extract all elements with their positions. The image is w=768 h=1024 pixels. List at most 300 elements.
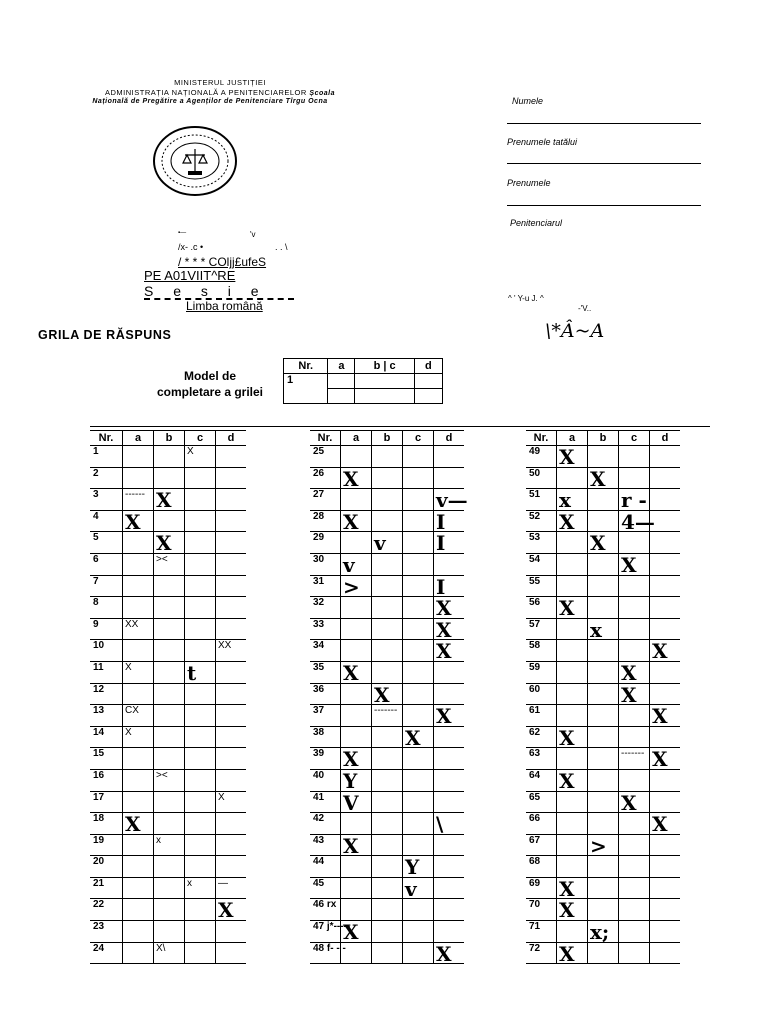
answer-cell-d[interactable] xyxy=(434,532,465,554)
answer-cell-c[interactable] xyxy=(403,942,434,964)
answer-cell-b[interactable] xyxy=(154,921,185,943)
answer-cell-d[interactable] xyxy=(434,726,465,748)
answer-cell-c[interactable] xyxy=(403,532,434,554)
answer-cell-d[interactable] xyxy=(650,683,681,705)
answer-cell-c[interactable] xyxy=(619,575,650,597)
answer-cell-d[interactable] xyxy=(434,597,465,619)
answer-cell-d[interactable] xyxy=(434,488,468,513)
answer-cell-a[interactable] xyxy=(557,467,588,489)
answer-cell-c[interactable] xyxy=(185,575,216,597)
answer-cell-d[interactable] xyxy=(434,510,465,532)
answer-cell-a[interactable] xyxy=(123,597,154,619)
answer-cell-b[interactable] xyxy=(154,553,185,575)
answer-cell-a[interactable] xyxy=(123,553,154,575)
answer-cell-c[interactable] xyxy=(185,683,216,705)
answer-cell-b[interactable] xyxy=(588,683,619,705)
answer-cell-b[interactable] xyxy=(154,748,185,770)
answer-cell-d[interactable] xyxy=(434,705,465,727)
answer-cell-a[interactable] xyxy=(557,597,588,619)
answer-cell-c[interactable] xyxy=(403,877,434,899)
answer-cell-a[interactable] xyxy=(123,921,154,943)
answer-cell-d[interactable] xyxy=(216,942,247,964)
answer-cell-d[interactable] xyxy=(216,921,247,943)
answer-cell-c[interactable] xyxy=(619,640,650,662)
answer-cell-c[interactable] xyxy=(619,856,650,878)
answer-cell-b[interactable] xyxy=(154,899,185,921)
answer-cell-c[interactable] xyxy=(403,726,434,748)
answer-cell-b[interactable] xyxy=(588,856,619,878)
answer-cell-c[interactable] xyxy=(403,834,434,856)
answer-cell-d[interactable] xyxy=(434,575,465,597)
answer-cell-a[interactable] xyxy=(557,834,588,856)
answer-cell-d[interactable] xyxy=(216,899,247,921)
answer-cell-b[interactable] xyxy=(372,726,403,748)
answer-cell-b[interactable] xyxy=(588,748,619,770)
answer-cell-b[interactable] xyxy=(372,877,403,899)
answer-cell-d[interactable] xyxy=(650,640,681,662)
answer-cell-a[interactable] xyxy=(123,877,154,899)
answer-cell-c[interactable] xyxy=(403,899,434,921)
answer-cell-d[interactable] xyxy=(650,942,681,964)
answer-cell-c[interactable] xyxy=(619,553,650,575)
answer-cell-a[interactable] xyxy=(123,510,154,532)
answer-cell-d[interactable] xyxy=(650,489,681,511)
answer-cell-b[interactable] xyxy=(588,726,619,748)
answer-cell-a[interactable] xyxy=(557,683,588,705)
answer-cell-c[interactable] xyxy=(619,921,650,943)
answer-cell-d[interactable] xyxy=(216,748,247,770)
answer-cell-a[interactable] xyxy=(123,489,154,511)
answer-cell-b[interactable] xyxy=(372,661,403,683)
answer-cell-d[interactable] xyxy=(434,942,465,964)
answer-cell-a[interactable] xyxy=(341,640,372,662)
answer-cell-b[interactable] xyxy=(154,597,185,619)
answer-cell-d[interactable] xyxy=(434,834,465,856)
answer-cell-a[interactable] xyxy=(123,834,154,856)
answer-cell-b[interactable] xyxy=(588,575,619,597)
answer-cell-d[interactable] xyxy=(650,834,681,856)
answer-cell-a[interactable] xyxy=(341,899,372,921)
answer-cell-b[interactable] xyxy=(372,834,403,856)
answer-cell-a[interactable] xyxy=(123,748,154,770)
answer-cell-c[interactable] xyxy=(403,856,434,878)
answer-cell-b[interactable] xyxy=(154,489,185,511)
answer-cell-c[interactable] xyxy=(619,489,650,511)
answer-cell-d[interactable] xyxy=(434,553,465,575)
answer-cell-b[interactable] xyxy=(154,510,185,532)
answer-cell-b[interactable] xyxy=(372,813,403,835)
answer-cell-a[interactable] xyxy=(557,748,588,770)
answer-cell-c[interactable] xyxy=(403,748,434,770)
answer-cell-b[interactable] xyxy=(588,618,619,640)
answer-cell-b[interactable] xyxy=(588,791,619,813)
answer-cell-a[interactable] xyxy=(341,877,372,899)
answer-cell-a[interactable] xyxy=(557,942,588,964)
answer-cell-a[interactable] xyxy=(341,834,372,856)
answer-cell-b[interactable] xyxy=(372,510,403,532)
answer-cell-d[interactable] xyxy=(216,489,247,511)
answer-cell-c[interactable] xyxy=(403,640,434,662)
answer-cell-c[interactable] xyxy=(185,446,216,468)
answer-cell-b[interactable] xyxy=(154,769,185,791)
answer-cell-c[interactable] xyxy=(185,748,216,770)
answer-cell-c[interactable] xyxy=(185,942,216,964)
answer-cell-c[interactable] xyxy=(619,899,650,921)
answer-cell-d[interactable] xyxy=(216,510,247,532)
answer-cell-a[interactable] xyxy=(123,705,154,727)
answer-cell-d[interactable] xyxy=(434,769,465,791)
answer-cell-d[interactable] xyxy=(650,705,681,727)
answer-cell-c[interactable] xyxy=(403,661,434,683)
answer-cell-c[interactable] xyxy=(619,726,650,748)
answer-cell-b[interactable] xyxy=(154,640,185,662)
answer-cell-b[interactable] xyxy=(154,467,185,489)
answer-cell-c[interactable] xyxy=(185,705,216,727)
answer-cell-d[interactable] xyxy=(216,575,247,597)
answer-cell-b[interactable] xyxy=(588,813,619,835)
answer-cell-c[interactable] xyxy=(619,683,650,705)
answer-cell-a[interactable] xyxy=(123,467,154,489)
answer-cell-b[interactable] xyxy=(588,467,619,489)
table-row xyxy=(526,705,680,727)
answer-cell-b[interactable] xyxy=(154,834,185,856)
answer-cell-d[interactable] xyxy=(216,856,247,878)
answer-cell-d[interactable] xyxy=(434,813,465,835)
answer-cell-b[interactable] xyxy=(372,942,403,964)
answer-cell-a[interactable] xyxy=(557,791,588,813)
table-row xyxy=(526,532,680,554)
answer-cell-d[interactable] xyxy=(434,467,465,489)
answer-cell-d[interactable] xyxy=(434,446,465,468)
answer-cell-b[interactable] xyxy=(154,618,185,640)
answer-cell-c[interactable] xyxy=(403,769,434,791)
answer-cell-a[interactable] xyxy=(557,661,588,683)
answer-cell-a[interactable] xyxy=(557,446,588,468)
answer-cell-b[interactable] xyxy=(588,921,619,943)
answer-cell-d[interactable] xyxy=(434,921,465,943)
answer-cell-d[interactable] xyxy=(216,553,247,575)
answer-cell-a[interactable] xyxy=(557,553,588,575)
answer-cell-c[interactable] xyxy=(619,446,650,468)
answer-cell-d[interactable] xyxy=(650,618,681,640)
answer-cell-b[interactable] xyxy=(372,446,403,468)
table-row xyxy=(526,748,680,770)
answer-cell-b[interactable] xyxy=(154,446,185,468)
answer-cell-a[interactable] xyxy=(341,705,372,727)
prenumele-line[interactable] xyxy=(507,205,701,206)
answer-cell-c[interactable] xyxy=(403,575,434,597)
answer-cell-c[interactable] xyxy=(403,553,434,575)
answer-cell-b[interactable] xyxy=(154,791,185,813)
answer-cell-b[interactable] xyxy=(372,467,403,489)
answer-cell-c[interactable] xyxy=(403,683,434,705)
answer-cell-c[interactable] xyxy=(403,597,434,619)
answer-cell-d[interactable] xyxy=(434,683,465,705)
answer-cell-a[interactable] xyxy=(341,489,372,511)
answer-cell-a[interactable] xyxy=(557,769,588,791)
answer-cell-d[interactable] xyxy=(216,791,247,813)
answer-cell-d[interactable] xyxy=(434,661,465,683)
answer-cell-a[interactable] xyxy=(123,683,154,705)
answer-cell-a[interactable] xyxy=(123,726,154,748)
answer-cell-a[interactable] xyxy=(557,877,588,899)
question-number: 41 xyxy=(310,791,341,813)
answer-cell-d[interactable] xyxy=(216,532,247,554)
answer-cell-a[interactable] xyxy=(557,532,588,554)
answer-cell-b[interactable] xyxy=(154,532,185,554)
answer-cell-c[interactable] xyxy=(185,467,216,489)
answer-cell-c[interactable] xyxy=(185,532,216,554)
answer-cell-c[interactable] xyxy=(619,705,650,727)
answer-cell-a[interactable] xyxy=(557,921,588,943)
answer-cell-d[interactable] xyxy=(650,899,681,921)
answer-cell-c[interactable] xyxy=(185,813,216,835)
answer-cell-d[interactable] xyxy=(216,618,247,640)
answer-cell-c[interactable] xyxy=(403,618,434,640)
answer-cell-a[interactable] xyxy=(123,661,154,683)
table-row xyxy=(90,899,246,921)
answer-cell-a[interactable] xyxy=(341,726,372,748)
answer-cell-b[interactable] xyxy=(588,834,619,856)
answer-cell-b[interactable] xyxy=(372,575,403,597)
answer-cell-c[interactable] xyxy=(185,489,216,511)
answer-cell-a[interactable] xyxy=(341,446,372,468)
answer-cell-c[interactable] xyxy=(185,553,216,575)
answer-cell-c[interactable] xyxy=(619,597,650,619)
answer-cell-b[interactable] xyxy=(588,597,619,619)
question-number: 4 xyxy=(90,510,123,532)
answer-cell-b[interactable] xyxy=(588,489,619,511)
answer-cell-b[interactable] xyxy=(154,705,185,727)
answer-cell-d[interactable] xyxy=(650,791,681,813)
answer-cell-c[interactable] xyxy=(403,813,434,835)
answer-cell-a[interactable] xyxy=(341,618,372,640)
answer-cell-c[interactable] xyxy=(403,705,434,727)
answer-cell-c[interactable] xyxy=(619,661,650,683)
answer-cell-a[interactable] xyxy=(123,942,154,964)
answer-cell-d[interactable] xyxy=(434,791,465,813)
answer-cell-c[interactable] xyxy=(619,942,650,964)
answer-cell-c[interactable] xyxy=(619,834,650,856)
answer-cell-b[interactable] xyxy=(588,705,619,727)
answer-cell-a[interactable] xyxy=(341,532,372,554)
answer-cell-b[interactable] xyxy=(154,877,185,899)
answer-cell-a[interactable] xyxy=(341,813,372,835)
answer-cell-a[interactable] xyxy=(123,640,154,662)
answer-cell-a[interactable] xyxy=(341,661,372,683)
answer-cell-c[interactable] xyxy=(619,618,650,640)
prenumele-tatalui-line[interactable] xyxy=(507,163,701,164)
answer-cell-d[interactable] xyxy=(650,597,681,619)
answer-cell-a[interactable] xyxy=(123,899,154,921)
answer-cell-b[interactable] xyxy=(372,640,403,662)
answer-cell-a[interactable] xyxy=(123,618,154,640)
answer-cell-b[interactable] xyxy=(588,769,619,791)
answer-cell-d[interactable] xyxy=(216,726,247,748)
numele-line[interactable] xyxy=(507,123,701,124)
answer-cell-d[interactable] xyxy=(216,661,247,683)
answer-cell-d[interactable] xyxy=(216,834,247,856)
answer-cell-d[interactable] xyxy=(650,813,681,835)
answer-cell-a[interactable] xyxy=(123,856,154,878)
answer-cell-b[interactable] xyxy=(588,899,619,921)
answer-cell-b[interactable] xyxy=(154,661,185,683)
answer-cell-b[interactable] xyxy=(372,532,403,554)
answer-cell-b[interactable] xyxy=(372,769,403,791)
answer-cell-d[interactable] xyxy=(216,640,247,662)
answer-cell-d[interactable] xyxy=(216,813,247,835)
answer-cell-c[interactable] xyxy=(403,921,434,943)
answer-cell-d[interactable] xyxy=(650,467,681,489)
answer-cell-d[interactable] xyxy=(216,467,247,489)
answer-cell-b[interactable] xyxy=(154,575,185,597)
answer-cell-d[interactable] xyxy=(650,856,681,878)
answer-cell-b[interactable] xyxy=(588,532,619,554)
answer-cell-b[interactable] xyxy=(154,683,185,705)
answer-cell-b[interactable] xyxy=(372,921,403,943)
answer-cell-b[interactable] xyxy=(588,553,619,575)
answer-cell-a[interactable] xyxy=(341,467,372,489)
answer-cell-d[interactable] xyxy=(434,640,465,662)
answer-cell-b[interactable] xyxy=(372,489,403,511)
answer-cell-c[interactable] xyxy=(185,640,216,662)
answer-cell-d[interactable] xyxy=(434,618,465,640)
answer-cell-c[interactable] xyxy=(619,532,650,554)
answer-cell-a[interactable] xyxy=(123,813,154,835)
answer-cell-c[interactable] xyxy=(185,769,216,791)
answer-cell-c[interactable] xyxy=(185,856,216,878)
answer-cell-d[interactable] xyxy=(650,446,681,468)
answer-cell-a[interactable] xyxy=(557,899,588,921)
answer-cell-a[interactable] xyxy=(123,532,154,554)
answer-cell-a[interactable] xyxy=(557,726,588,748)
answer-cell-c[interactable] xyxy=(185,597,216,619)
answer-cell-d[interactable] xyxy=(216,769,247,791)
answer-cell-d[interactable] xyxy=(650,532,681,554)
answer-cell-d[interactable] xyxy=(650,748,681,770)
question-number: 44 xyxy=(310,856,341,878)
answer-cell-a[interactable] xyxy=(557,705,588,727)
answer-cell-a[interactable] xyxy=(341,769,372,791)
answer-cell-b[interactable] xyxy=(588,510,619,532)
answer-cell-b[interactable] xyxy=(588,446,619,468)
answer-cell-a[interactable] xyxy=(123,769,154,791)
answer-cell-d[interactable] xyxy=(216,683,247,705)
answer-cell-b[interactable] xyxy=(372,856,403,878)
answer-cell-a[interactable] xyxy=(341,553,372,575)
answer-cell-d[interactable] xyxy=(650,726,681,748)
answer-cell-b[interactable] xyxy=(588,942,619,964)
answer-cell-b[interactable] xyxy=(588,661,619,683)
table-row xyxy=(526,467,680,489)
answer-cell-d[interactable] xyxy=(216,597,247,619)
answer-cell-b[interactable] xyxy=(154,856,185,878)
answer-cell-a[interactable] xyxy=(341,683,372,705)
answer-cell-b[interactable] xyxy=(588,640,619,662)
answer-cell-c[interactable] xyxy=(619,509,655,534)
answer-cell-b[interactable] xyxy=(372,899,403,921)
answer-cell-c[interactable] xyxy=(619,467,650,489)
answer-cell-c[interactable] xyxy=(403,489,434,511)
answer-cell-c[interactable] xyxy=(619,813,650,835)
answer-cell-a[interactable] xyxy=(123,446,154,468)
answer-cell-d[interactable] xyxy=(434,899,465,921)
answer-cell-c[interactable] xyxy=(185,510,216,532)
answer-cell-c[interactable] xyxy=(185,921,216,943)
answer-cell-b[interactable] xyxy=(154,942,185,964)
answer-cell-c[interactable] xyxy=(403,467,434,489)
answer-cell-b[interactable] xyxy=(588,877,619,899)
answer-cell-b[interactable] xyxy=(372,748,403,770)
answer-cell-a[interactable] xyxy=(341,942,372,964)
answer-cell-a[interactable] xyxy=(341,856,372,878)
answer-cell-a[interactable] xyxy=(341,575,372,597)
answer-cell-c[interactable] xyxy=(619,769,650,791)
answer-cell-c[interactable] xyxy=(185,899,216,921)
answer-cell-b[interactable] xyxy=(372,553,403,575)
answer-cell-a[interactable] xyxy=(341,791,372,813)
answer-cell-d[interactable] xyxy=(216,705,247,727)
answer-cell-d[interactable] xyxy=(650,769,681,791)
answer-cell-b[interactable] xyxy=(372,791,403,813)
answer-cell-a[interactable] xyxy=(557,510,588,532)
answer-cell-d[interactable] xyxy=(434,856,465,878)
answer-cell-d[interactable] xyxy=(650,510,681,532)
answer-cell-b[interactable] xyxy=(372,683,403,705)
answer-cell-c[interactable] xyxy=(185,791,216,813)
answer-cell-b[interactable] xyxy=(372,597,403,619)
answer-cell-d[interactable] xyxy=(650,575,681,597)
answer-cell-d[interactable] xyxy=(434,748,465,770)
answer-cell-c[interactable] xyxy=(619,748,650,770)
answer-cell-a[interactable] xyxy=(341,597,372,619)
answer-cell-a[interactable] xyxy=(557,813,588,835)
answer-cell-b[interactable] xyxy=(154,813,185,835)
answer-cell-d[interactable] xyxy=(216,446,247,468)
answer-cell-a[interactable] xyxy=(557,618,588,640)
answer-cell-b[interactable] xyxy=(154,726,185,748)
answer-cell-c[interactable] xyxy=(185,726,216,748)
answer-cell-c[interactable] xyxy=(185,834,216,856)
answer-cell-a[interactable] xyxy=(123,791,154,813)
answer-cell-a[interactable] xyxy=(557,575,588,597)
answer-cell-c[interactable] xyxy=(403,510,434,532)
answer-cell-a[interactable] xyxy=(557,489,588,511)
answer-cell-a[interactable] xyxy=(341,921,372,943)
answer-cell-c[interactable] xyxy=(185,877,216,899)
answer-cell-c[interactable] xyxy=(185,618,216,640)
answer-cell-d[interactable] xyxy=(650,877,681,899)
answer-cell-b[interactable] xyxy=(372,705,403,727)
answer-cell-d[interactable] xyxy=(650,661,681,683)
answer-cell-a[interactable] xyxy=(341,748,372,770)
answer-cell-c[interactable] xyxy=(185,661,216,683)
answer-cell-c[interactable] xyxy=(619,791,650,813)
answer-grid-2 xyxy=(310,430,468,966)
answer-cell-d[interactable] xyxy=(650,553,681,575)
answer-cell-d[interactable] xyxy=(434,877,465,899)
answer-cell-d[interactable] xyxy=(216,877,247,899)
answer-cell-b[interactable] xyxy=(372,618,403,640)
answer-cell-c[interactable] xyxy=(403,791,434,813)
answer-cell-a[interactable] xyxy=(557,640,588,662)
answer-cell-c[interactable] xyxy=(403,446,434,468)
answer-cell-a[interactable] xyxy=(123,575,154,597)
answer-cell-a[interactable] xyxy=(341,510,372,532)
answer-cell-c[interactable] xyxy=(619,877,650,899)
answer-cell-a[interactable] xyxy=(557,856,588,878)
answer-cell-d[interactable] xyxy=(650,921,681,943)
